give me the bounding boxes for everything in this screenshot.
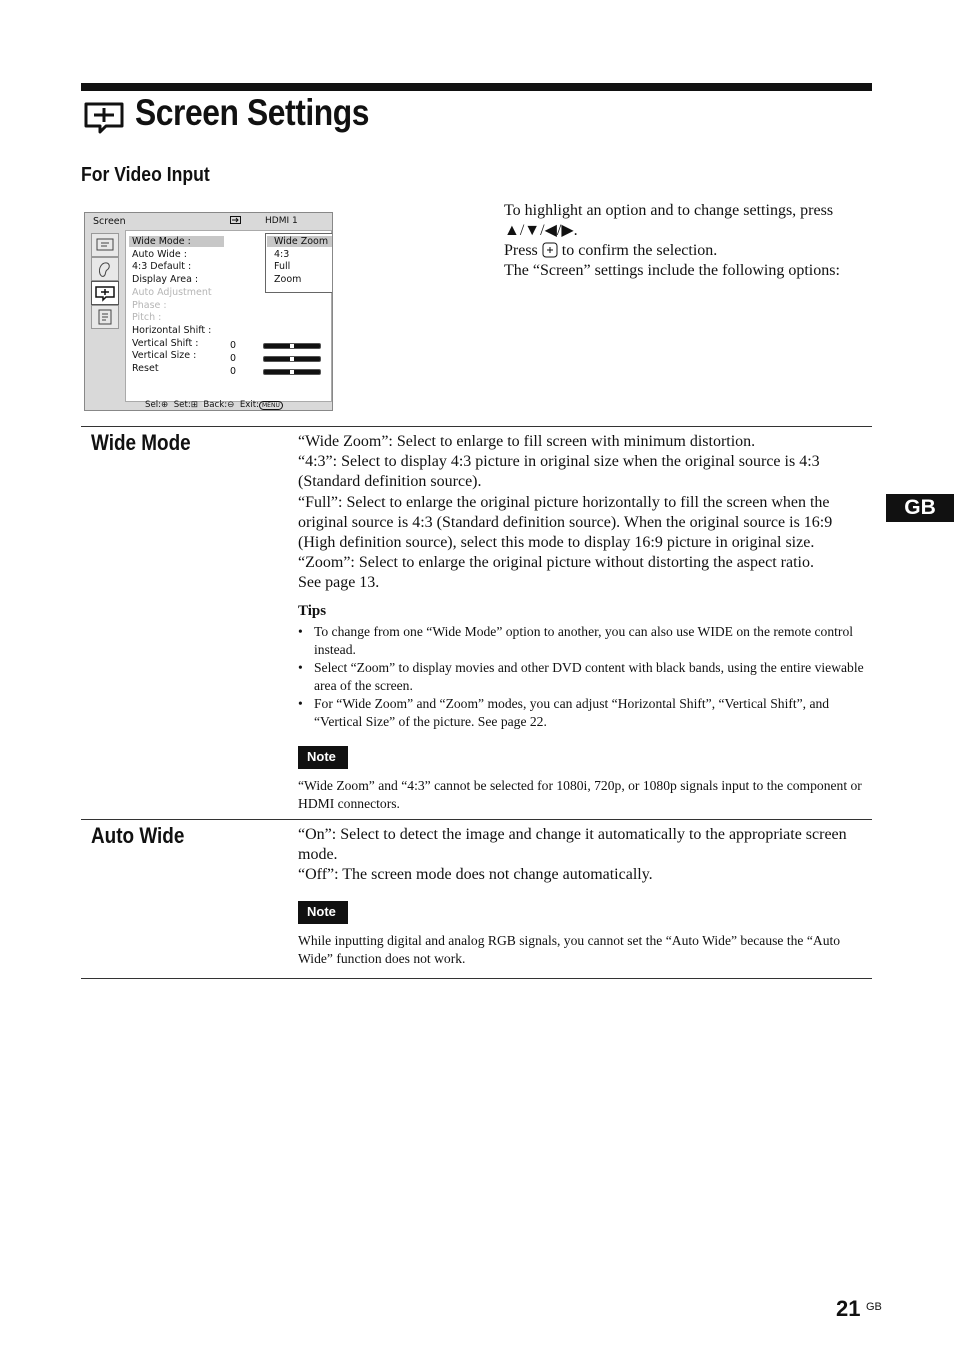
osd-menu-item[interactable]: Wide Mode : <box>129 236 224 247</box>
osd-menu-item[interactable]: Vertical Shift : <box>132 337 199 349</box>
setup-tab-icon[interactable] <box>91 305 119 329</box>
input-icon <box>230 216 241 225</box>
auto-wide-body <box>298 825 872 968</box>
body-paragraph: “Zoom”: Select to enlarge the original picture without distorting the aspect ratio. <box>298 554 814 572</box>
page-title: Screen Settings <box>135 92 370 133</box>
wide-mode-heading: Wide Mode <box>91 430 191 455</box>
osd-screenshot <box>84 212 333 411</box>
note-badge-wrap <box>298 901 872 924</box>
intro-line1: To highlight an option and to change settings, press <box>504 202 834 219</box>
osd-sidebar <box>88 231 120 401</box>
tip-item: • To change from one “Wide Mode” option to another, you can also use WIDE on the remote control instead. <box>298 623 872 659</box>
divider <box>81 978 872 979</box>
horizontal-shift-slider[interactable] <box>263 343 321 349</box>
picture-tab-icon[interactable] <box>91 233 119 257</box>
note-badge: Note <box>298 901 348 924</box>
body-paragraph: “Wide Zoom”: Select to enlarge to fill screen with minimum distortion. <box>298 433 756 450</box>
back-key-icon: ⊖ <box>227 400 235 410</box>
osd-menu-item[interactable]: Display Area : <box>132 274 199 286</box>
screen-icon <box>82 100 126 136</box>
top-rule <box>81 83 872 91</box>
osd-menu-item[interactable]: Vertical Size : <box>132 350 197 362</box>
wide-mode-option[interactable]: Zoom <box>274 274 302 286</box>
tip-item: • Select “Zoom” to display movies and other DVD content with black bands, using the entire viewable area of the screen. <box>298 659 872 695</box>
osd-menu-item[interactable]: Reset <box>132 363 159 374</box>
wide-mode-option[interactable]: Wide Zoom <box>267 236 333 247</box>
language-tab: GB <box>886 494 954 522</box>
body-paragraph: See page 13. <box>298 574 380 592</box>
footer-set: Set: <box>173 400 191 410</box>
osd-menu-item[interactable]: Auto Wide : <box>132 248 187 260</box>
auto-wide-note: While inputting digital and analog RGB signals, you cannot set the “Auto Wide” because the “Auto Wide” function does not work. <box>298 932 841 966</box>
intro-press-after: to confirm the selection. <box>561 242 718 259</box>
intro-press: Press <box>504 242 538 259</box>
divider <box>81 426 872 427</box>
auto-wide-heading: Auto Wide <box>91 823 185 848</box>
wide-mode-body <box>298 432 872 813</box>
wide-mode-option[interactable]: Full <box>274 261 291 273</box>
osd-menu-item[interactable]: 4:3 Default : <box>132 261 192 273</box>
osd-menu-item[interactable]: Phase : <box>132 299 167 311</box>
menu-key-icon: MENU <box>259 401 283 410</box>
osd-menu-item[interactable]: Horizontal Shift : <box>132 324 212 336</box>
enter-button-icon <box>542 242 558 258</box>
page-number-suffix: GB <box>866 1301 882 1313</box>
section-subtitle: For Video Input <box>81 164 210 186</box>
page-number: 21 <box>836 1296 861 1321</box>
osd-title: Screen <box>93 216 126 227</box>
horizontal-shift-value: 0 <box>230 340 237 351</box>
vertical-size-value: 0 <box>230 366 237 377</box>
enter-key-icon: ⊞ <box>190 400 198 410</box>
osd-input-label: HDMI 1 <box>265 216 298 226</box>
osd-menu-panel <box>125 230 332 402</box>
intro-line3: The “Screen” settings include the following options: <box>504 262 840 279</box>
tip-item: • For “Wide Zoom” and “Zoom” modes, you can adjust “Horizontal Shift”, “Vertical Shift”, and “Vertical Size” of the picture. See page 22. <box>298 695 872 731</box>
tips-heading: Tips <box>298 602 327 619</box>
wide-mode-note: “Wide Zoom” and “4:3” cannot be selected for 1080i, 720p, or 1080p signals input to the component or HDMI connectors. <box>298 778 862 812</box>
updown-key-icon: ⊕ <box>161 400 169 410</box>
screen-tab-icon[interactable] <box>91 281 119 305</box>
body-paragraph: “On”: Select to detect the image and change it automatically to the appropriate screen mode. <box>298 826 847 864</box>
vertical-size-slider[interactable] <box>263 369 321 375</box>
wide-mode-option[interactable]: 4:3 <box>274 248 290 260</box>
arrow-keys: ▲/▼/◀/▶. <box>504 222 578 239</box>
vertical-shift-value: 0 <box>230 353 237 364</box>
tips-list <box>298 623 872 731</box>
note-badge: Note <box>298 746 348 769</box>
sound-tab-icon[interactable] <box>91 257 119 281</box>
osd-menu-item[interactable]: Auto Adjustment <box>132 286 212 298</box>
body-paragraph: “Off”: The screen mode does not change automatically. <box>298 866 653 884</box>
divider <box>81 819 872 820</box>
footer-exit: Exit: <box>239 400 259 410</box>
wide-mode-popup <box>265 233 333 293</box>
body-paragraph: “4:3”: Select to display 4:3 picture in original size when the original source is 4:3 (Standard definition source). <box>298 453 820 491</box>
note-badge-wrap <box>298 746 872 769</box>
vertical-shift-slider[interactable] <box>263 356 321 362</box>
osd-footer <box>145 400 283 410</box>
footer-back: Back: <box>203 400 228 410</box>
intro-text <box>504 201 874 281</box>
body-paragraph: “Full”: Select to enlarge the original picture horizontally to fill the screen when the original source is 4:3 (Standard definition source). When the original source is 16:9 (High definition source), select this mode to display 16:9 picture in original size. <box>298 493 833 552</box>
osd-menu-item[interactable]: Pitch : <box>132 312 162 324</box>
footer-sel: Sel: <box>145 400 162 410</box>
